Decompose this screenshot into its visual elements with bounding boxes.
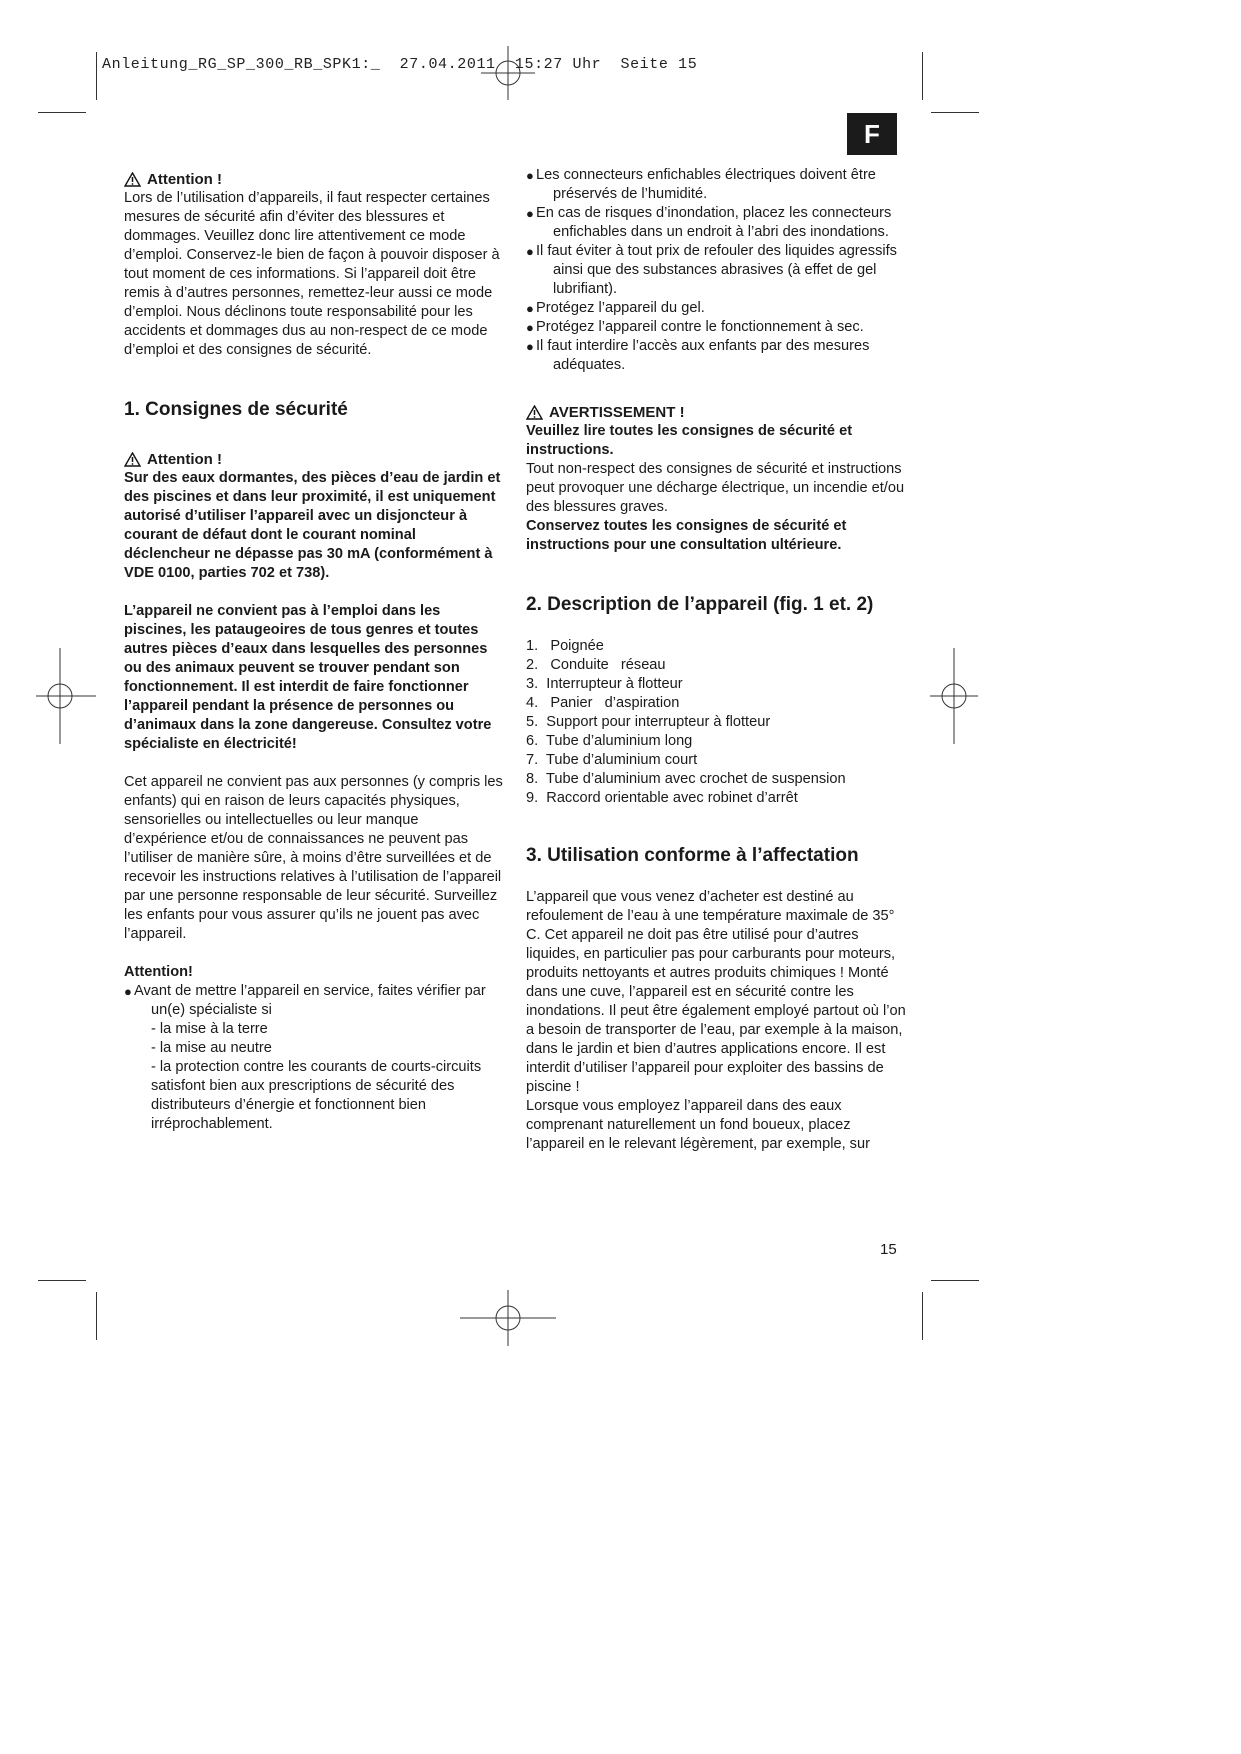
bullet-icon: ● xyxy=(526,339,534,354)
usage-paragraph: L’appareil que vous venez d’acheter est destiné au refoulement de l’eau à une température maximale de 35° C. Cet appareil ne doit pas être utilisé pour d’autres liquides, en particulier pas pour carburants pour moteurs, produits nettoyants et autres produits chimiques ! Monté dans une cuve, l’appareil est en sécurité contre les inondations. Il peut être également employé partout où l’on a besoin de transporter de l’eau, par exemple à la maison, dans le jardin et bien d’autres applications encore. Il est interdit d’utiliser l’appareil pour exploiter des bassins de piscine ! xyxy=(526,889,906,1095)
crop-mark xyxy=(922,1292,923,1340)
list-item: ● En cas de risques d’inondation, placez les connecteurs enfichables dans un endroit à l’abri des inondations. xyxy=(526,205,892,240)
crop-mark xyxy=(38,112,86,113)
warning-triangle-icon xyxy=(124,172,141,187)
list-item: 1. Poignée xyxy=(526,638,604,654)
warning-bold-read: Veuillez lire toutes les consignes de sécurité et instructions. xyxy=(526,423,853,458)
bullet-icon: ● xyxy=(526,320,534,335)
section-3-title: 3. Utilisation conforme à l’affectation xyxy=(526,845,859,866)
list-item: 6. Tube d’aluminium long xyxy=(526,733,693,749)
bullet-icon: ● xyxy=(526,168,534,183)
bullet-icon: ● xyxy=(526,244,534,259)
attention-title: Attention ! xyxy=(147,171,222,188)
attention-title: Attention ! xyxy=(147,451,222,468)
warning-title: AVERTISSEMENT ! xyxy=(549,404,685,421)
bold-warning-pools: L’appareil ne convient pas à l’emploi dans les piscines, les pataugeoires de tous genres et toutes autres pièces d’eaux dans lesquelles des personnes ou des animaux peuvent se trouver pendant son fonctionnement. Il est interdit de faire fonctionner l’appareil pendant la présence de personnes ou d’animaux dans la zone dangereuse. Consultez votre spécialiste en électricité! xyxy=(124,603,492,752)
list-item: 5. Support pour interrupteur à flotteur xyxy=(526,714,771,730)
list-item: 8. Tube d’aluminium avec crochet de suspension xyxy=(526,771,846,787)
registration-mark-icon xyxy=(460,1290,556,1346)
right-column xyxy=(526,166,906,1154)
bullet-icon: ● xyxy=(526,206,534,221)
list-item: ● Protégez l’appareil contre le fonctionnement à sec. xyxy=(526,319,864,335)
warning-triangle-icon xyxy=(124,452,141,467)
attention-title: Attention! xyxy=(124,964,193,980)
section-2-title: 2. Description de l’appareil (fig. 1 et. 2) xyxy=(526,594,874,615)
crop-mark xyxy=(931,1280,979,1281)
bullet-icon: ● xyxy=(526,301,534,316)
crop-mark xyxy=(931,112,979,113)
language-tab: F xyxy=(847,113,897,155)
crop-mark xyxy=(96,52,97,100)
list-item: ● Il faut éviter à tout prix de refouler des liquides agressifs ainsi que des substances abrasives (à effet de gel lubrifiant). xyxy=(526,243,897,297)
bullet-outro: satisfont bien aux prescriptions de sécurité des distributeurs d’énergie et fonctionnent bien irréprochablement. xyxy=(151,1078,455,1132)
print-slug: Anleitung_RG_SP_300_RB_SPK1:_ 27.04.2011 15:27 Uhr Seite 15 xyxy=(102,56,698,73)
sub-item: - la protection contre les courants de courts-circuits xyxy=(151,1059,482,1075)
list-item: ● Protégez l’appareil du gel. xyxy=(526,300,705,316)
warning-bold-keep: Conservez toutes les consignes de sécurité et instructions pour une consultation ultérieure. xyxy=(526,518,847,553)
list-item: 3. Interrupteur à flotteur xyxy=(526,676,683,692)
crop-mark xyxy=(922,52,923,100)
list-item: ● Avant de mettre l’appareil en service, faites vérifier par un(e) spécialiste si xyxy=(124,983,486,1018)
list-item: 7. Tube d’aluminium court xyxy=(526,752,698,768)
crop-mark xyxy=(38,1280,86,1281)
attention-heading xyxy=(124,170,504,189)
bullet-icon: ● xyxy=(124,984,132,999)
sub-item: - la mise à la terre xyxy=(151,1021,268,1037)
intro-paragraph: Lors de l’utilisation d’appareils, il faut respecter certaines mesures de sécurité afin d’éviter des blessures et dommages. Veuillez donc lire attentivement ce mode d’emploi. Conservez-le bien de façon à pouvoir disposer à tout moment de ces informations. Si l’appareil doit être remis à d’autres personnes, remettez-leur aussi ce mode d’emploi. Nous déclinons toute responsabilité pour les accidents et dommages dus au non-respect de ce mode d’emploi et des consignes de sécurité. xyxy=(124,190,500,358)
list-item: ● Il faut interdire l’accès aux enfants par des mesures adéquates. xyxy=(526,338,870,373)
warning-triangle-icon xyxy=(526,405,543,420)
usage-paragraph-continued: Lorsque vous employez l’appareil dans des eaux comprenant naturellement un fond boueux, placez l’appareil en le relevant légèrement, par exemple, sur xyxy=(526,1098,870,1152)
list-item: ● Les connecteurs enfichables électriques doivent être préservés de l’humidité. xyxy=(526,167,876,202)
section-1-title: 1. Consignes de sécurité xyxy=(124,399,348,420)
warning-heading xyxy=(526,403,906,422)
left-column xyxy=(124,170,504,1134)
attention-heading xyxy=(124,450,504,469)
page-number: 15 xyxy=(880,1241,897,1258)
warning-text: Tout non-respect des consignes de sécurité et instructions peut provoquer une décharge électrique, un incendie et/ou des blessures graves. xyxy=(526,461,905,515)
description-list xyxy=(526,637,906,808)
crop-mark xyxy=(96,1292,97,1340)
registration-mark-icon xyxy=(481,46,535,100)
list-item: 4. Panier d’aspiration xyxy=(526,695,680,711)
list-item: 2. Conduite réseau xyxy=(526,657,666,673)
registration-mark-icon xyxy=(36,648,96,744)
list-item: 9. Raccord orientable avec robinet d’arrêt xyxy=(526,790,798,806)
sub-item: - la mise au neutre xyxy=(151,1040,272,1056)
registration-mark-icon xyxy=(930,648,990,744)
children-paragraph: Cet appareil ne convient pas aux personnes (y compris les enfants) qui en raison de leurs capacités physiques, sensorielles ou intellectuelles ou leur manque d’expérience et/ou de connaissances ne peuvent pas l’utiliser de manière sûre, à moins d’être surveillées et de recevoir les instructions relatives à l’utilisation de l’appareil par une personne responsable de leur sécurité. Surveillez les enfants pour vous assurer qu’ils ne jouent pas avec l’appareil. xyxy=(124,774,503,942)
bold-warning-rcd: Sur des eaux dormantes, des pièces d’eau de jardin et des piscines et dans leur proximité, il est uniquement autorisé d’utiliser l’appareil avec un disjoncteur à courant de défaut dont le courant nominal déclencheur ne dépasse pas 30 mA (conformément à VDE 0100, parties 702 et 738). xyxy=(124,470,501,581)
